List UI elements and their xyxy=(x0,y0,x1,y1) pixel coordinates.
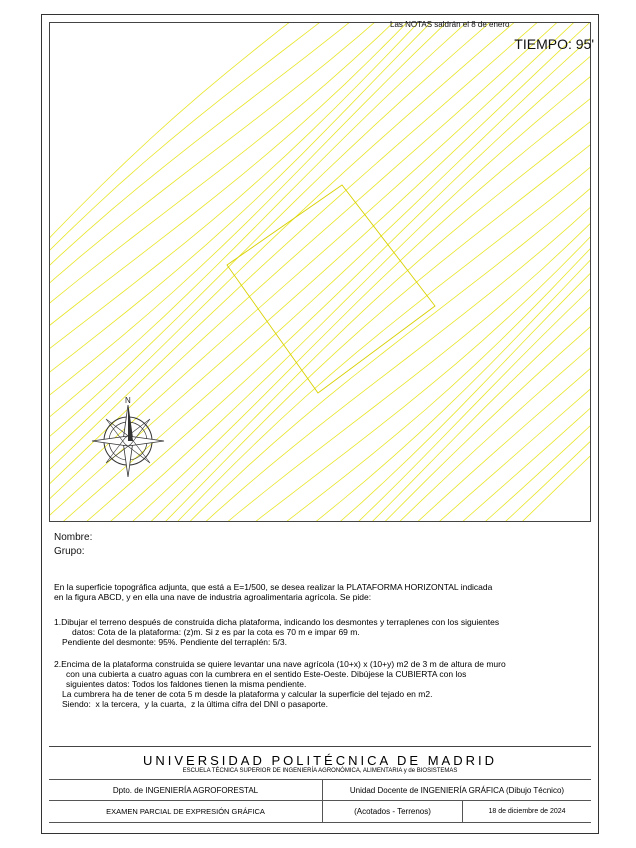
department-right: Unidad Docente de INGENIERÍA GRÁFICA (Dibujo Técnico) xyxy=(349,786,565,795)
exam-date: 18 de diciembre de 2024 xyxy=(488,808,566,815)
question-1-line-3: Pendiente del desmonte: 95%. Pendiente del terraplén: 5/3. xyxy=(62,637,287,647)
exam-title: EXAMEN PARCIAL DE EXPRESIÓN GRÁFICA xyxy=(49,801,323,822)
contour-line xyxy=(130,23,591,522)
results-notice: Las NOTAS saldrán el 8 de enero xyxy=(390,20,510,29)
question-2-line-2: con una cubierta a cuatro aguas con la cumbrera en el sentido Este-Oeste. Dibújese la CUBIERTA con los xyxy=(66,669,467,679)
contour-line xyxy=(343,23,591,522)
contour-line xyxy=(234,23,591,522)
department-row xyxy=(49,779,591,801)
contour-line xyxy=(50,23,517,522)
contour-line xyxy=(287,23,591,522)
contour-line xyxy=(50,23,364,522)
question-2-line-5: Siendo: x la tercera, y la cuarta, z la última cifra del DNI o pasaporte. xyxy=(62,699,328,709)
time-label: TIEMPO: 95' xyxy=(514,36,594,52)
contour-line xyxy=(50,23,410,522)
contour-line xyxy=(50,23,389,522)
group-label: Grupo: xyxy=(54,546,85,557)
intro-line-1: En la superficie topográfica adjunta, que está a E=1/500, se desea realizar la PLATAFORMA HORIZONTAL indicada xyxy=(54,582,493,592)
question-2-line-4: La cumbrera ha de tener de cota 5 m desde la plataforma y calcular la superficie del tejado en m2. xyxy=(62,689,433,699)
question-1-line-1: 1.Dibujar el terreno después de construida dicha plataforma, indicando los desmontes y terraplenes con los siguientes xyxy=(54,617,500,627)
contour-line xyxy=(163,23,591,522)
topographic-map xyxy=(49,22,591,522)
contour-line xyxy=(50,23,470,522)
university-name: UNIVERSIDAD POLITÉCNICA DE MADRID xyxy=(143,753,497,768)
intro-line-2: en la figura ABCD, y en ella una nave de industria agroalimentaria agrícola. Se pide: xyxy=(54,592,372,602)
contour-lines xyxy=(50,23,591,522)
question-2-line-1: 2.Encima de la plataforma construida se quiere levantar una nave agrícola (10+x) x (10+y) m2 de 3 m de altura de muro xyxy=(54,659,506,669)
department-left: Dpto. de INGENIERÍA AGROFORESTAL xyxy=(49,780,323,801)
contour-line xyxy=(441,23,591,522)
name-label: Nombre: xyxy=(54,532,93,543)
contour-line xyxy=(467,23,591,522)
exam-row xyxy=(49,800,591,823)
question-1-line-2: datos: Cota de la plataforma: (z)m. Si z es par la cota es 70 m e impar 69 m. xyxy=(72,627,360,637)
contour-line xyxy=(50,23,492,522)
title-block xyxy=(49,746,591,816)
contour-line xyxy=(107,23,591,522)
school-name: ESCUELA TÉCNICA SUPERIOR DE INGENIERÍA AGRONÓMICA, ALIMENTARIA y de BIOSISTEMAS xyxy=(182,768,458,774)
exam-topic: (Acotados - Terrenos) xyxy=(323,801,463,822)
contour-line xyxy=(80,23,591,522)
question-2-line-3: siguientes datos: Todos los faldones tienen la misma pendiente. xyxy=(66,679,307,689)
contour-line xyxy=(490,23,591,522)
compass-north-letter: N xyxy=(125,396,131,405)
contour-line xyxy=(210,23,591,522)
